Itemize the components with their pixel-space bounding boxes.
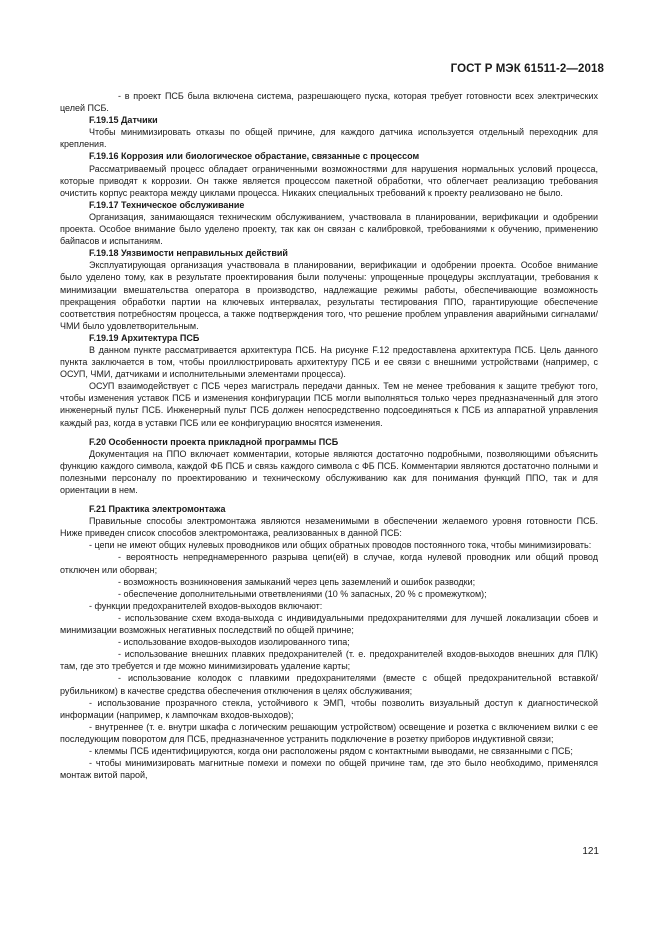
paragraph: - цепи не имеют общих нулевых проводников или общих обратных проводов постоянного тока, чтобы минимизировать:: [89, 540, 592, 551]
paragraph: Эксплуатирующая организация участвовала в планировании, верификации и одобрении проекта. Особое внимание было уделено тому, как в результате проектирования были получены: упрощенные процедуры эксплуатации, требования к минимизации вмешательства оператора в производство, надлежащие режимы работы, обеспечивающие возможность прекращения обработки партии на ключевых интервалах, результаты тестирования ППО, гарантирующие обеспечение соответствия потребностям процесса, а также подтверждения того, что решение проблем управления аварийными сигналами/ЧМИ было удовлетворительным.: [60, 260, 598, 331]
paragraph: Правильные способы электромонтажа являются незаменимыми в обеспечении желаемого уровня готовности ПСБ. Ниже приведен список способов электромонтажа, реализованных в данной ПСБ:: [60, 516, 598, 539]
paragraph: - функции предохранителей входов-выходов включают:: [89, 600, 323, 611]
paragraph: - использование прозрачного стекла, устойчивого к ЭМП, чтобы позволить визуальный доступ к диагностической информации (например, к лампочкам входов-выходов);: [60, 697, 598, 720]
paragraph: - использование схем входа-выхода с индивидуальными предохранителями для лучшей локализации сбоев и минимизации возможных негативных последствий по общей причине;: [60, 612, 598, 636]
paragraph: В данном пункте рассматривается архитектура ПСБ. На рисунке F.12 предоставлена архитектура ПСБ. Цель данного пункта заключается в том, чтобы проиллюстрировать архитектуру ПСБ и ее связи с внешними устройствами (например, с ОСУП, ЧМИ, датчиками и исполнительными элементами процесса).: [60, 344, 598, 380]
paragraph: Документация на ППО включает комментарии, которые являются достаточно подробными, позволяющими объяснить функцию каждого символа, каждой ФБ ПСБ и связь каждого символа с ФБ ПСБ. Комментарии являются достаточно полными и полезными персоналу по проектированию и техническому обслуживанию как для понимания функций ППО, так и для ориентации в нем.: [60, 448, 598, 495]
paragraph: Чтобы минимизировать отказы по общей причине, для каждого датчика используется отдельный переходник для крепления.: [60, 127, 598, 150]
section-heading: F.21 Практика электромонтажа: [89, 504, 226, 515]
paragraph: ОСУП взаимодействует с ПСБ через магистраль передачи данных. Тем не менее требования к защите требуют того, чтобы изменения уставок ПСБ и изменения конфигурации ПСБ могли выполняться только через предназначенный для этого инженерный пульт ПСБ. Инженерный пульт ПСБ должен непосредственно подсоединяться к ПСБ из аппаратной управления каждый раз, когда в уставки ПСБ или ее конфигурацию вносятся изменения.: [60, 381, 598, 428]
section-heading: F.19.16 Коррозия или биологическое обрастание, связанные с процессом: [89, 151, 420, 162]
page-body: [60, 90, 598, 781]
paragraph: - обеспечение дополнительными ответвлениями (10 % запасных, 20 % с промежутком);: [118, 588, 487, 599]
paragraph: - в проект ПСБ была включена система, разрешающего пуска, которая требует готовности всех электрических целей ПСБ.: [60, 91, 598, 114]
paragraph: - возможность возникновения замыканий через цепь заземлений и ошибок разводки;: [118, 576, 476, 587]
section-heading: F.19.15 Датчики: [89, 115, 158, 126]
section-heading: F.19.17 Техническое обслуживание: [89, 199, 245, 210]
page-number: 121: [582, 846, 599, 857]
paragraph: - клеммы ПСБ идентифицируются, когда они расположены рядом с контактными выводами, не связанными с ПСБ;: [89, 745, 573, 756]
paragraph: Рассматриваемый процесс обладает ограниченными возможностями для нарушения нормальных условий процесса, которые приводят к коррозии. Он также является процессом пакетной обработки, что облегчает реализацию требования очистить корпус реактора между циклами процесса. Никаких специальных требований к проекту реализовано не было.: [60, 163, 598, 198]
standard-header: ГОСТ Р МЭК 61511-2—2018: [450, 63, 604, 75]
section-heading: F.19.18 Уязвимости неправильных действий: [89, 248, 288, 259]
paragraph: Организация, занимающаяся техническим обслуживанием, участвовала в планировании, верификации и одобрении проекта. Особое внимание было уделено проекту, так как он связан с калибровкой, требованиями к обучению, применению байпасов и испытаниям.: [60, 211, 598, 247]
paragraph: - использование входов-выходов изолированного типа;: [118, 637, 350, 648]
paragraph: - использование внешних плавких предохранителей (т. е. предохранителей входов-выходов внешних для ПЛК) там, где это требуется и где можно минимизировать удаление карты;: [60, 649, 598, 672]
paragraph: - чтобы минимизировать магнитные помехи и помехи по общей причине там, где это было необходимо, применялся монтаж витой парой,: [60, 758, 598, 781]
paragraph: - использование колодок с плавкими предохранителями (вместе с общей предохранительной вставкой/рубильником) в качестве средства обеспечения отключения в целях обслуживания;: [60, 673, 598, 696]
section-heading: F.20 Особенности проекта прикладной программы ПСБ: [89, 436, 339, 447]
section-heading: F.19.19 Архитектура ПСБ: [89, 332, 200, 343]
paragraph: - внутреннее (т. е. внутри шкафа с логическим решающим устройством) освещение и розетка с включением вилки с ее последующим поворотом для ПСБ, предназначенное устранить подключение в розетку приборов индуктивной связи;: [60, 721, 598, 744]
paragraph: - вероятность непреднамеренного разрыва цепи(ей) в случае, когда нулевой проводник или общий провод отключен или оборван;: [60, 552, 598, 575]
